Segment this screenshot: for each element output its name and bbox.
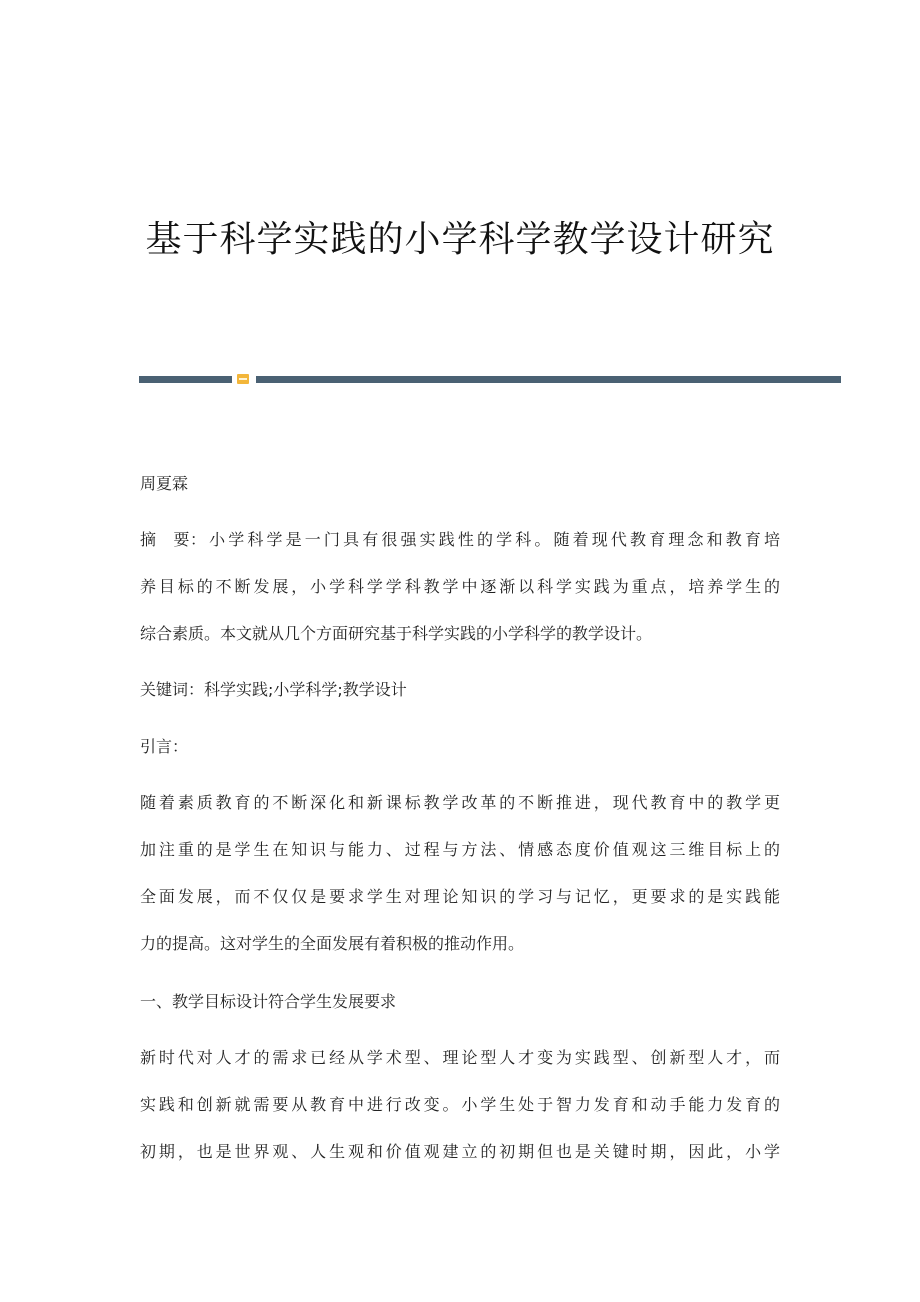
author-name: 周夏霖 [140,474,189,493]
intro-heading: 引言： [140,737,189,756]
intro-line: 全面发展，而不仅仅是要求学生对理论知识的学习与记忆，更要求的是实践能 [140,887,780,906]
intro-line: 加注重的是学生在知识与能力、过程与方法、情感态度价值观这三维目标上的 [140,840,780,859]
section1-line: 初期，也是世界观、人生观和价值观建立的初期但也是关键时期，因此，小学 [140,1142,780,1161]
section1-heading: 一、教学目标设计符合学生发展要求 [140,992,397,1011]
abstract-line: 综合素质。本文就从几个方面研究基于科学实践的小学科学的教学设计。 [140,624,653,643]
intro-paragraph [140,779,780,967]
abstract-paragraph [140,516,780,657]
abstract-line-text: 小学科学是一门具有很强实践性的学科。随着现代教育理念和教育培 [206,530,780,549]
divider-bar-right [256,376,841,383]
divider-bar-left [139,376,232,383]
section1-line: 实践和创新就需要从教育中进行改变。小学生处于智力发育和动手能力发育的 [140,1095,780,1114]
section1-line: 新时代对人才的需求已经从学术型、理论型人才变为实践型、创新型人才，而 [140,1048,780,1067]
abstract-line [140,516,780,563]
keywords: 关键词：科学实践;小学科学;教学设计 [140,680,407,699]
title-divider [139,374,841,384]
abstract-line: 养目标的不断发展，小学科学学科教学中逐渐以科学实践为重点，培养学生的 [140,577,780,596]
abstract-label: 摘 要： [140,530,206,549]
intro-line: 随着素质教育的不断深化和新课标教学改革的不断推进，现代教育中的教学更 [140,793,780,812]
intro-line: 力的提高。这对学生的全面发展有着积极的推动作用。 [140,934,525,953]
section1-paragraph [140,1034,780,1175]
divider-emblem-icon [237,374,249,384]
document-title: 基于科学实践的小学科学教学设计研究 [145,219,775,260]
